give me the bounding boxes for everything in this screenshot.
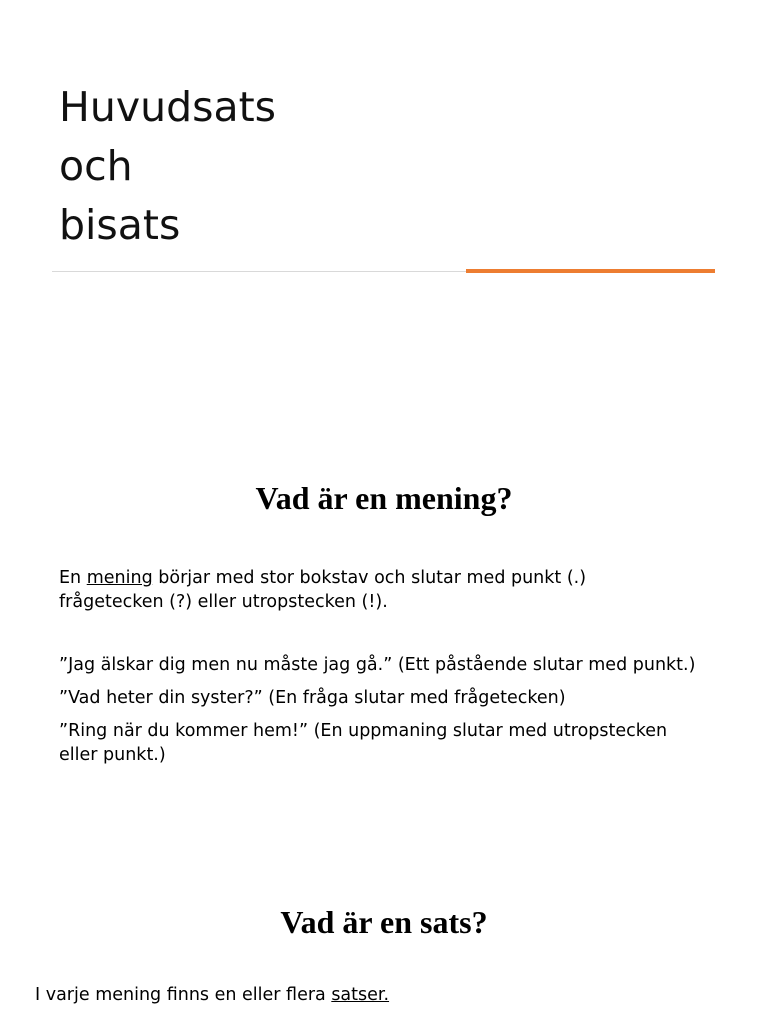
example-command-line-2: eller punkt.)	[59, 745, 166, 765]
sats-slide	[0, 860, 768, 1024]
example-command	[59, 719, 739, 767]
definition-line-2: frågetecken (?) eller utropstecken (!).	[59, 592, 388, 612]
mening-definition	[59, 566, 739, 614]
sats-intro	[35, 983, 715, 1007]
mening-heading: Vad är en mening?	[255, 480, 513, 516]
definition-line-1	[59, 566, 739, 590]
example-question: ”Vad heter din syster?” (En fråga slutar med frågetecken)	[59, 688, 566, 708]
title-line-1: Huvudsats	[59, 83, 277, 131]
example-statement: ”Jag älskar dig men nu måste jag gå.” (Ett påstående slutar med punkt.)	[59, 655, 696, 675]
sats-intro-term: satser.	[331, 985, 390, 1005]
title-line-3: bisats	[59, 201, 181, 249]
title-line-2: och	[59, 142, 133, 190]
example-command-line-1: ”Ring när du kommer hem!” (En uppmaning slutar med utropstecken	[59, 721, 668, 741]
definition-prefix: En	[59, 568, 87, 588]
sats-intro-prefix: I varje mening finns en eller flera	[35, 985, 332, 1005]
definition-suffix: börjar med stor bokstav och slutar med punkt (.)	[152, 568, 587, 588]
definition-term: mening	[86, 568, 153, 588]
sats-heading: Vad är en sats?	[280, 904, 488, 940]
